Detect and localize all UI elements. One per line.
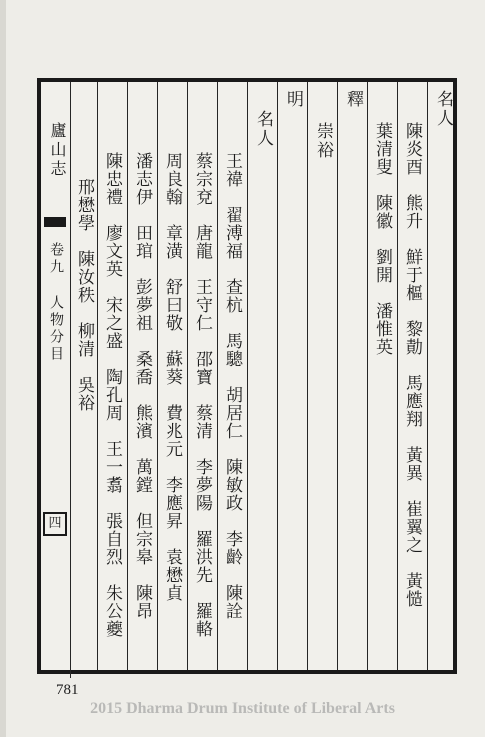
name-column-10: 邢懋學 陳汝秩 柳清 吳裕 bbox=[74, 178, 94, 412]
leaf-number: 四 bbox=[43, 512, 67, 536]
name-column-5: 王禕 翟溥福 查杭 馬驄 胡居仁 陳敏政 李齡 陳詮 bbox=[222, 152, 242, 620]
column-rule bbox=[277, 82, 278, 670]
column-rule bbox=[97, 82, 98, 670]
column-rule bbox=[127, 82, 128, 670]
name-column-9: 陳忠禮 廖文英 宋之盛 陶孔周 王一翥 張自烈 朱公夔 bbox=[102, 152, 122, 638]
column-rule bbox=[367, 82, 368, 670]
name-column-2: 葉清叟 陳徽 劉開 潘惟英 bbox=[372, 122, 392, 356]
column-rule bbox=[217, 82, 218, 670]
name-column-1: 陳炎酉 熊升 鮮于樞 黎勣 馬應翔 黃異 崔翼之 黃慥 bbox=[402, 122, 422, 608]
column-rule bbox=[187, 82, 188, 670]
column-rule bbox=[247, 82, 248, 670]
chapter-title: 卷九 人物分目 bbox=[48, 242, 64, 363]
column-rule bbox=[427, 82, 428, 670]
column-rule bbox=[337, 82, 338, 670]
column-rule bbox=[397, 82, 398, 670]
column-rule bbox=[307, 82, 308, 670]
page-number: 781 bbox=[56, 682, 79, 698]
fishtail-mark bbox=[44, 217, 66, 227]
page-margin-spine bbox=[41, 82, 71, 678]
chongyu-entry: 崇裕 bbox=[313, 122, 333, 160]
book-edge bbox=[0, 0, 6, 737]
section-header-shi: 釋 bbox=[343, 90, 363, 109]
name-column-6: 蔡宗兗 唐龍 王守仁 邵寶 蔡清 李夢陽 羅洪先 羅輅 bbox=[192, 152, 212, 638]
watermark: 2015 Dharma Drum Institute of Liberal Arts bbox=[90, 700, 395, 717]
book-title: 廬山志 bbox=[48, 122, 67, 179]
column-rule bbox=[157, 82, 158, 670]
section-header-mingren: 名人 bbox=[433, 90, 453, 128]
name-column-8: 潘志伊 田琯 彭夢祖 桑喬 熊濱 萬鏜 但宗皋 陳昂 bbox=[132, 152, 152, 620]
section-header-ming-mingren: 名人 bbox=[253, 110, 273, 148]
section-header-ming: 明 bbox=[283, 90, 303, 109]
text-frame bbox=[37, 78, 457, 674]
name-column-7: 周良翰 章潢 舒曰敬 蘇葵 費兆元 李應昇 袁懋貞 bbox=[162, 152, 182, 602]
